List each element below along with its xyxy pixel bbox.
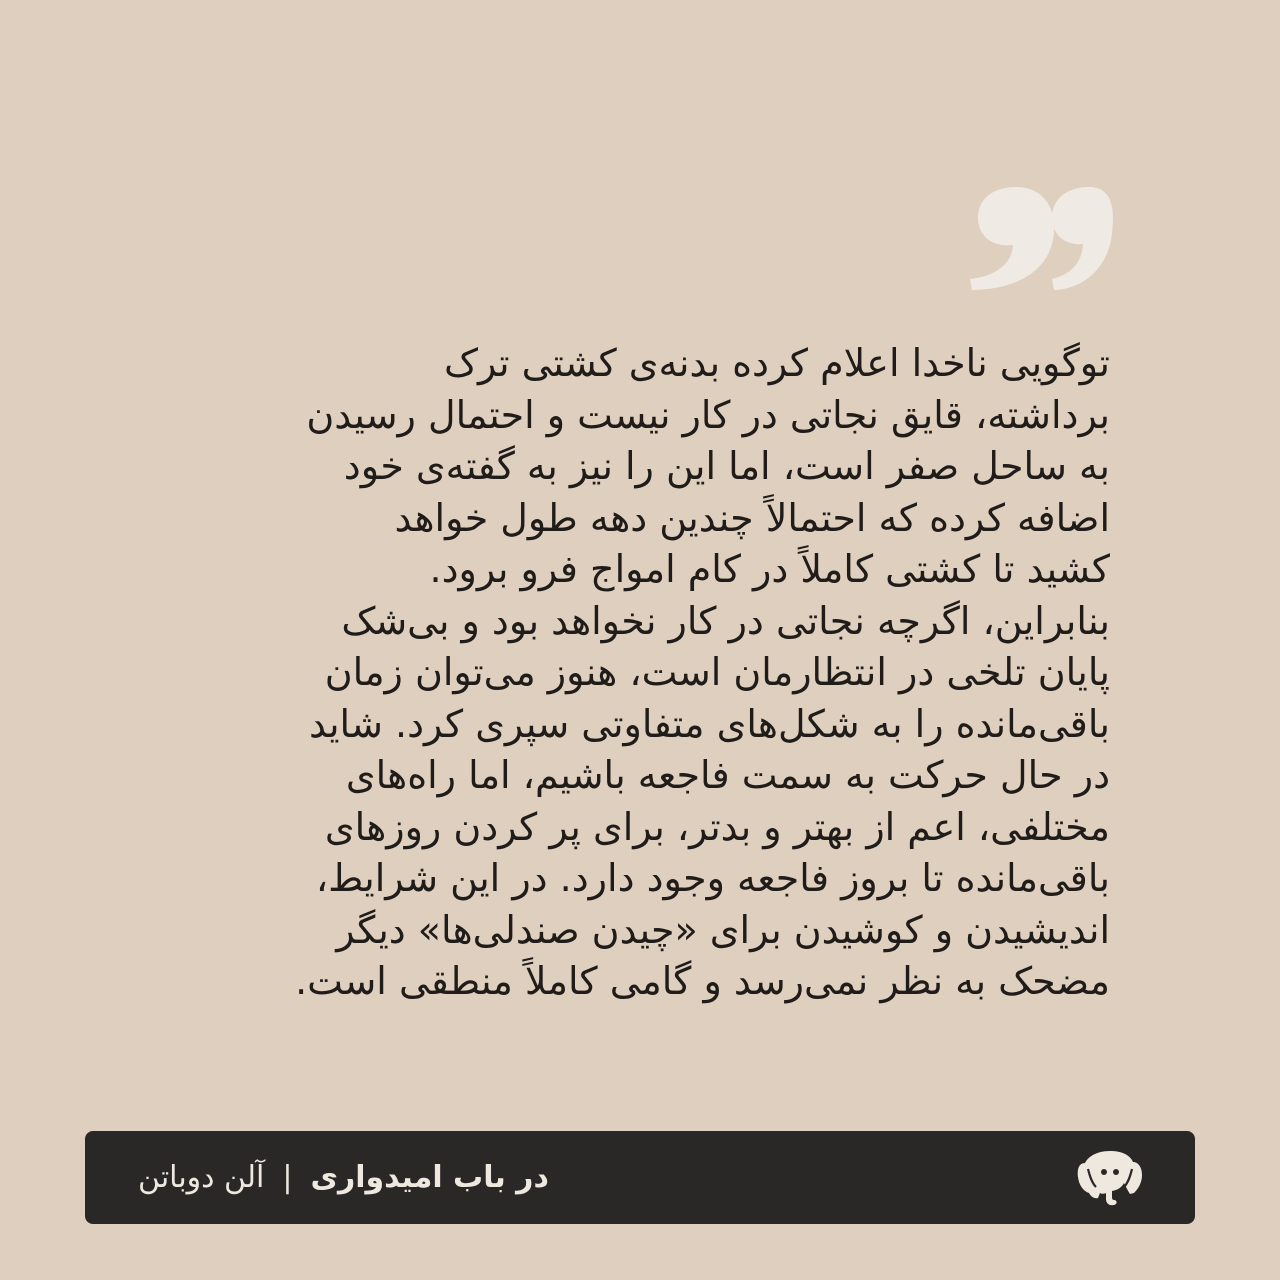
elephant-logo-icon xyxy=(1076,1147,1144,1207)
book-credit xyxy=(138,1131,549,1224)
quote-line: کشید تا کشتی کاملاً در کام امواج فرو برود. xyxy=(429,547,1110,591)
quote-line: در حال حرکت به سمت فاجعه باشیم، اما راه‌های xyxy=(345,753,1110,797)
quote-line: برداشته، قایق نجاتی در کار نیست و احتمال رسیدن xyxy=(306,392,1110,437)
quote-line: توگویی ناخدا اعلام کرده بدنه‌ی کشتی ترک xyxy=(443,341,1110,385)
quote-line: بنابراین، اگرچه نجاتی در کار نخواهد بود و بی‌شک xyxy=(341,598,1110,643)
quote-line: باقی‌مانده را به شکل‌های متفاوتی سپری کرد. شاید xyxy=(309,701,1110,746)
credit-separator: | xyxy=(282,1160,293,1195)
author-name: آلن دوباتن xyxy=(138,1160,265,1195)
quote-text xyxy=(150,338,1110,1008)
quote-line: باقی‌مانده تا بروز فاجعه وجود دارد. در این شرایط، xyxy=(315,856,1110,900)
quote-line: به ساحل صفر است، اما این را نیز به گفته‌ی خود xyxy=(343,444,1110,488)
quote-line: مضحک به نظر نمی‌رسد و گامی کاملاً منطقی است. xyxy=(295,959,1110,1003)
quote-line: اضافه کرده که احتمالاً چندین دهه طول خواهد xyxy=(394,495,1110,540)
closing-quote-icon xyxy=(960,178,1120,298)
quote-line: اندیشیدن و کوشیدن برای «چیدن صندلی‌ها» دیگر xyxy=(336,907,1110,952)
quote-line: پایان تلخی در انتظارمان است، هنوز می‌توان زمان xyxy=(324,650,1110,694)
quote-line: مختلفی، اعم از بهتر و بدتر، برای پر کردن روزهای xyxy=(324,804,1110,849)
book-title: در باب امیدواری xyxy=(310,1160,549,1195)
